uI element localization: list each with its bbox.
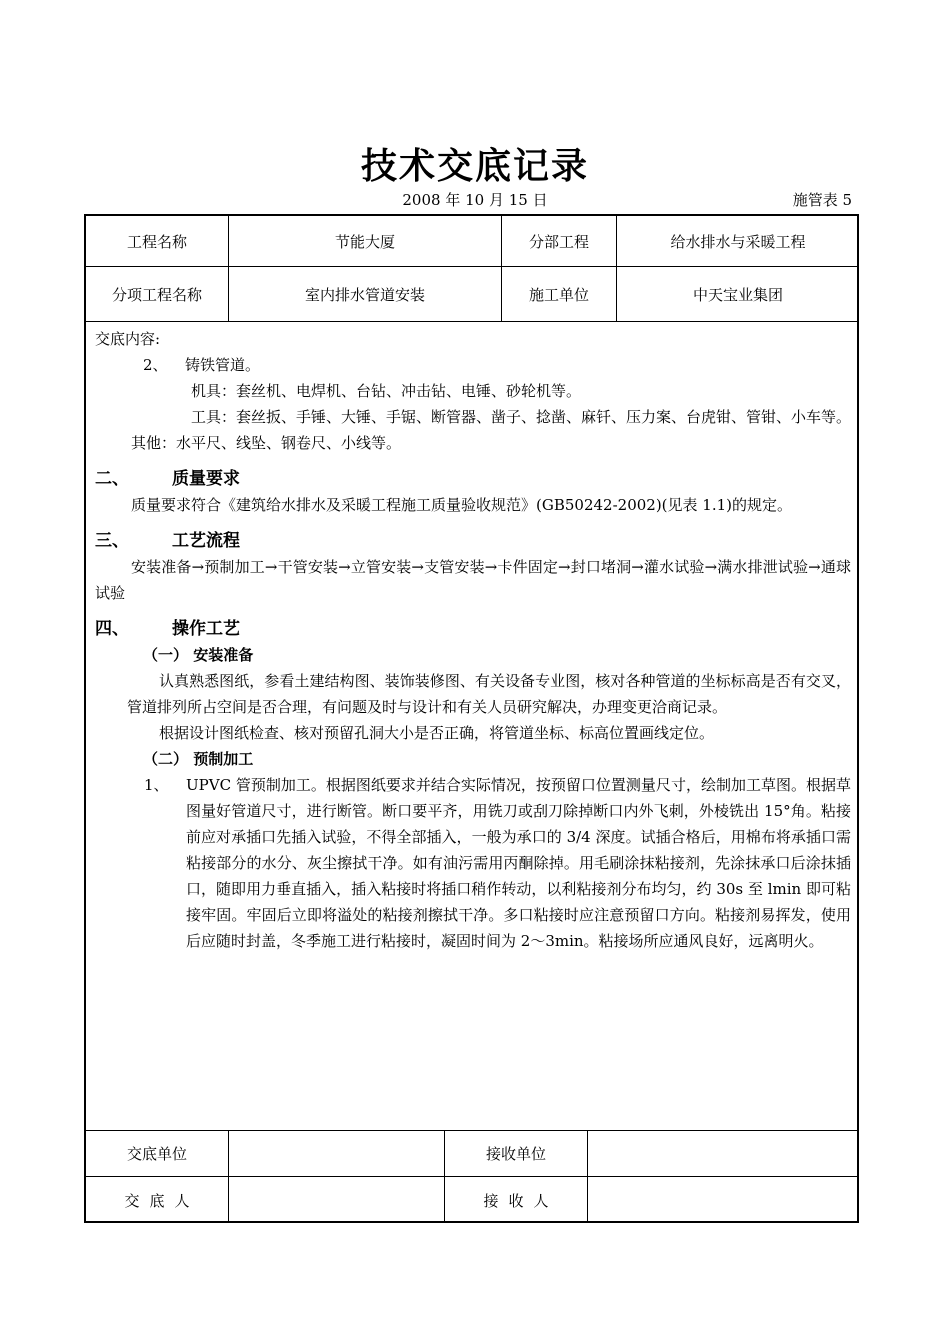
row-divider xyxy=(86,321,857,322)
issuer-unit-field[interactable] xyxy=(229,1131,444,1176)
section-3-title: 工艺流程 xyxy=(172,531,240,551)
document-title: 技术交底记录 xyxy=(360,146,589,187)
contractor-value: 中天宝业集团 xyxy=(692,285,783,304)
receiver-label: 接收人 xyxy=(483,1191,559,1210)
division-value: 给水排水与采暖工程 xyxy=(670,232,806,251)
section-2-text: 质量要求符合《建筑给水排水及采暖工程施工质量验收规范》(GB50242-2002)(见表 1.1)的规定。 xyxy=(131,496,792,514)
section-4-heading xyxy=(95,616,851,642)
section-3-text: 安装准备→预制加工→干管安装→立管安装→支管安装→卡件固定→封口堵洞→灌水试验→满水排泄试验→通球试验 xyxy=(95,558,851,602)
item-2 xyxy=(95,352,851,378)
disclosure-content xyxy=(95,326,851,954)
contractor-label: 施工单位 xyxy=(528,285,589,304)
others-line: 其他：水平尺、线坠、钢卷尺、小线等。 xyxy=(131,434,402,452)
receiver-unit-field[interactable] xyxy=(588,1131,859,1176)
issuer-field[interactable] xyxy=(229,1177,444,1223)
subsection-1-heading: （一） 安装准备 xyxy=(143,646,254,664)
tools-line: 工具：套丝扳、手锤、大锤、手锯、断管器、凿子、捻凿、麻钎、压力案、台虎钳、管钳、小车等。 xyxy=(191,408,852,426)
section-4-number: 四、 xyxy=(95,619,129,639)
content-intro: 交底内容: xyxy=(95,330,161,348)
subsection-2-item-1-number-cell xyxy=(95,772,186,954)
section-4-title: 操作工艺 xyxy=(172,619,240,639)
issuer-unit-label: 交底单位 xyxy=(126,1145,187,1163)
document-date: 2008 年 10 月 15 日 xyxy=(402,191,548,209)
section-3-heading xyxy=(95,528,851,554)
form-number: 施管表 5 xyxy=(792,191,852,209)
receiver-field[interactable] xyxy=(588,1177,859,1223)
division-label: 分部工程 xyxy=(528,232,589,251)
subsection-2-item-1 xyxy=(95,772,851,954)
section-3-number: 三、 xyxy=(95,531,129,551)
machines-line: 机具：套丝机、电焊机、台钻、冲击钻、电锤、砂轮机等。 xyxy=(191,382,582,400)
subsection-2-heading: （二） 预制加工 xyxy=(143,750,254,768)
subsection-2-item-1-text: UPVC 管预制加工。根据图纸要求并结合实际情况，按预留口位置测量尺寸，绘制加工草图。根据草图量好管道尺寸，进行断管。断口要平齐，用铣刀或刮刀除掉断口内外飞刺，外棱铣出 15°角。粘接前应对承插口先插入试验，不得全部插入，一般为承口的 3/4 深度。试插合格后，用棉布将承插口需粘接部分的水分、灰尘擦拭干净。如有油污需用丙酮除掉。用毛刷涂抹粘接剂，先涂抹承口后涂抹插口，随即用力垂直插入，插入粘接时将插口稍作转动，以利粘接剂分布均匀，约 30s 至 lmin 即可粘接牢固。牢固后立即将溢处的粘接剂擦拭干净。多口粘接时应注意预留口方向。粘接剂易挥发，使用后应随时封盖，冬季施工进行粘接时，凝固时间为 2～3min。粘接场所应通风良好，远离明火。 xyxy=(186,776,851,950)
item-2-text: 铸铁管道。 xyxy=(185,356,261,374)
section-2-title: 质量要求 xyxy=(172,469,240,489)
subsection-1-paragraph-1: 认真熟悉图纸，参看土建结构图、装饰装修图、有关设备专业图，核对各种管道的坐标标高是否有交叉，管道排列所占空间是否合理，有问题及时与设计和有关人员研究解决，办理变更洽商记录。 xyxy=(127,672,851,716)
section-2-heading xyxy=(95,466,851,492)
subsection-2-item-1-number: 1、 xyxy=(144,776,169,794)
subsection-1-paragraph-2: 根据设计图纸检查、核对预留孔洞大小是否正确，将管道坐标、标高位置画线定位。 xyxy=(159,724,715,742)
project-name-value: 节能大厦 xyxy=(334,232,395,251)
subitem-value: 室内排水管道安装 xyxy=(304,285,425,304)
issuer-label: 交底人 xyxy=(124,1191,200,1210)
section-2-number: 二、 xyxy=(95,469,129,489)
project-name-label: 工程名称 xyxy=(126,232,187,251)
receiver-unit-label: 接收单位 xyxy=(485,1145,546,1163)
record-table xyxy=(84,214,859,1223)
item-2-number: 2、 xyxy=(143,356,168,374)
subitem-label: 分项工程名称 xyxy=(111,285,202,304)
